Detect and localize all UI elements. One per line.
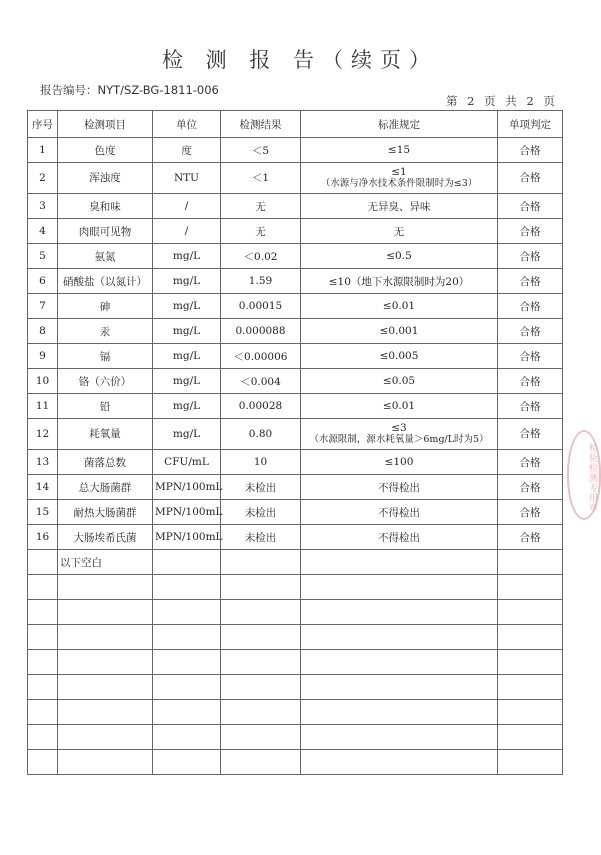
- cell-unit: /: [153, 219, 221, 244]
- empty-row: [28, 650, 563, 675]
- cell-item: 臭和味: [58, 194, 153, 219]
- cell-no: 14: [28, 475, 58, 500]
- cell-no: 6: [28, 269, 58, 294]
- empty-row: [28, 750, 563, 775]
- cell-no: 2: [28, 163, 58, 194]
- empty-cell: [498, 600, 563, 625]
- seal-stamp: [563, 430, 597, 520]
- seal-stamp-graphic: 检验检测专用章: [567, 430, 601, 520]
- cell-unit: mg/L: [153, 394, 221, 419]
- table-row: [28, 294, 563, 319]
- empty-cell: [28, 725, 58, 750]
- cell-item: 铅: [58, 394, 153, 419]
- table-row: [28, 475, 563, 500]
- cell-item: 耗氧量: [58, 419, 153, 450]
- cell-standard: 不得检出: [301, 475, 498, 500]
- empty-cell: [221, 575, 301, 600]
- table-row: [28, 163, 563, 194]
- empty-cell: [28, 575, 58, 600]
- cell-no: 4: [28, 219, 58, 244]
- empty-cell: [301, 625, 498, 650]
- cell-standard: ≤15: [301, 138, 498, 163]
- empty-cell: [28, 550, 58, 575]
- cell-result: 10: [221, 450, 301, 475]
- standard-line-2: （水源与净水技术条件限制时为≤3）: [320, 178, 478, 189]
- empty-cell: [221, 600, 301, 625]
- table-row: [28, 138, 563, 163]
- cell-standard: ≤0.005: [301, 344, 498, 369]
- cell-verdict: 合格: [498, 219, 563, 244]
- cell-unit: 度: [153, 138, 221, 163]
- empty-cell: [153, 700, 221, 725]
- cell-unit: mg/L: [153, 319, 221, 344]
- cell-no: 3: [28, 194, 58, 219]
- page-info: 第 2 页 共 2 页: [446, 94, 555, 108]
- cell-item: 氨氮: [58, 244, 153, 269]
- cell-result: 0.00028: [221, 394, 301, 419]
- cell-no: 13: [28, 450, 58, 475]
- cell-item: 硝酸盐（以氮计）: [58, 269, 153, 294]
- cell-result: ＜0.00006: [221, 344, 301, 369]
- standard-line-1: ≤1: [391, 166, 407, 178]
- cell-no: 7: [28, 294, 58, 319]
- cell-item: 镉: [58, 344, 153, 369]
- cell-item: 肉眼可见物: [58, 219, 153, 244]
- empty-cell: [153, 575, 221, 600]
- cell-result: ＜5: [221, 138, 301, 163]
- empty-row: [28, 675, 563, 700]
- empty-cell: [498, 675, 563, 700]
- table-row: [28, 369, 563, 394]
- cell-item: 大肠埃希氏菌: [58, 525, 153, 550]
- empty-cell: [498, 725, 563, 750]
- cell-result: 未检出: [221, 525, 301, 550]
- col-header-item: 检测项目: [58, 111, 153, 138]
- table-header-row: [28, 111, 563, 138]
- empty-cell: [301, 550, 498, 575]
- cell-no: 11: [28, 394, 58, 419]
- empty-cell: [221, 750, 301, 775]
- cell-verdict: 合格: [498, 194, 563, 219]
- cell-item: 耐热大肠菌群: [58, 500, 153, 525]
- cell-standard: ≤0.01: [301, 394, 498, 419]
- cell-result: 0.80: [221, 419, 301, 450]
- empty-cell: [28, 625, 58, 650]
- table-row: [28, 194, 563, 219]
- col-header-unit: 单位: [153, 111, 221, 138]
- cell-standard: [301, 419, 498, 450]
- cell-verdict: 合格: [498, 163, 563, 194]
- cell-standard: ≤0.5: [301, 244, 498, 269]
- cell-no: 8: [28, 319, 58, 344]
- cell-standard: ≤0.01: [301, 294, 498, 319]
- cell-unit: /: [153, 194, 221, 219]
- col-header-result: 检测结果: [221, 111, 301, 138]
- table-row: [28, 244, 563, 269]
- cell-no: 5: [28, 244, 58, 269]
- cell-verdict: 合格: [498, 525, 563, 550]
- empty-cell: [58, 600, 153, 625]
- col-header-no: 序号: [28, 111, 58, 138]
- cell-result: 无: [221, 194, 301, 219]
- empty-cell: [498, 575, 563, 600]
- report-title: 检 测 报 告（续页）: [161, 48, 439, 72]
- cell-item: 汞: [58, 319, 153, 344]
- empty-cell: [221, 725, 301, 750]
- cell-result: 无: [221, 219, 301, 244]
- empty-cell: [153, 600, 221, 625]
- cell-unit: NTU: [153, 163, 221, 194]
- empty-cell: [301, 575, 498, 600]
- col-header-standard: 标准规定: [301, 111, 498, 138]
- empty-cell: [28, 750, 58, 775]
- cell-standard: ≤10（地下水源限制时为20）: [301, 269, 498, 294]
- cell-verdict: 合格: [498, 319, 563, 344]
- empty-cell: [58, 625, 153, 650]
- empty-cell: [28, 600, 58, 625]
- cell-item: 总大肠菌群: [58, 475, 153, 500]
- table-body: [28, 138, 563, 775]
- cell-unit: mg/L: [153, 294, 221, 319]
- cell-standard: 无: [301, 219, 498, 244]
- table-row: [28, 319, 563, 344]
- cell-standard: ≤0.05: [301, 369, 498, 394]
- standard-line-2: （水源限制，源水耗氧量＞6mg/L时为5）: [309, 434, 489, 445]
- end-note: 以下空白: [58, 550, 153, 575]
- empty-cell: [153, 625, 221, 650]
- cell-unit: CFU/mL: [153, 450, 221, 475]
- cell-result: 未检出: [221, 500, 301, 525]
- table-row: [28, 500, 563, 525]
- cell-no: 10: [28, 369, 58, 394]
- empty-cell: [221, 675, 301, 700]
- empty-cell: [498, 550, 563, 575]
- empty-cell: [28, 700, 58, 725]
- cell-result: 1.59: [221, 269, 301, 294]
- cell-no: 9: [28, 344, 58, 369]
- cell-verdict: 合格: [498, 269, 563, 294]
- empty-cell: [28, 650, 58, 675]
- cell-no: 12: [28, 419, 58, 450]
- empty-row: [28, 700, 563, 725]
- cell-unit: MPN/100mL: [153, 475, 221, 500]
- empty-cell: [498, 700, 563, 725]
- cell-verdict: 合格: [498, 475, 563, 500]
- table-row: [28, 550, 563, 575]
- table-row: [28, 269, 563, 294]
- empty-row: [28, 625, 563, 650]
- cell-no: 1: [28, 138, 58, 163]
- empty-cell: [221, 625, 301, 650]
- empty-row: [28, 600, 563, 625]
- cell-verdict: 合格: [498, 450, 563, 475]
- cell-item: 铬（六价）: [58, 369, 153, 394]
- cell-verdict: 合格: [498, 344, 563, 369]
- table-row: [28, 525, 563, 550]
- empty-cell: [301, 675, 498, 700]
- table-row: [28, 450, 563, 475]
- cell-standard: 不得检出: [301, 500, 498, 525]
- empty-cell: [153, 725, 221, 750]
- empty-cell: [153, 550, 221, 575]
- cell-standard: 不得检出: [301, 525, 498, 550]
- empty-cell: [301, 700, 498, 725]
- cell-standard: ≤0.001: [301, 319, 498, 344]
- empty-cell: [58, 700, 153, 725]
- table-row: [28, 394, 563, 419]
- cell-verdict: 合格: [498, 294, 563, 319]
- cell-unit: MPN/100mL: [153, 500, 221, 525]
- cell-standard: [301, 163, 498, 194]
- cell-verdict: 合格: [498, 419, 563, 450]
- cell-result: ＜0.004: [221, 369, 301, 394]
- empty-cell: [58, 650, 153, 675]
- cell-no: 16: [28, 525, 58, 550]
- cell-item: 菌落总数: [58, 450, 153, 475]
- cell-result: 0.00015: [221, 294, 301, 319]
- empty-cell: [153, 750, 221, 775]
- empty-cell: [153, 650, 221, 675]
- empty-cell: [28, 675, 58, 700]
- cell-item: 浑浊度: [58, 163, 153, 194]
- cell-result: ＜1: [221, 163, 301, 194]
- cell-verdict: 合格: [498, 244, 563, 269]
- cell-unit: MPN/100mL: [153, 525, 221, 550]
- empty-cell: [498, 650, 563, 675]
- cell-result: 0.000088: [221, 319, 301, 344]
- report-number: 报告编号：NYT/SZ-BG-1811-006: [40, 83, 219, 97]
- empty-cell: [301, 650, 498, 675]
- results-table: [27, 110, 563, 775]
- cell-item: 色度: [58, 138, 153, 163]
- cell-no: 15: [28, 500, 58, 525]
- empty-cell: [58, 575, 153, 600]
- cell-verdict: 合格: [498, 138, 563, 163]
- cell-unit: mg/L: [153, 244, 221, 269]
- empty-cell: [221, 700, 301, 725]
- empty-cell: [153, 675, 221, 700]
- table-row: [28, 344, 563, 369]
- cell-result: ＜0.02: [221, 244, 301, 269]
- table-row: [28, 219, 563, 244]
- cell-item: 砷: [58, 294, 153, 319]
- empty-cell: [221, 650, 301, 675]
- cell-unit: mg/L: [153, 269, 221, 294]
- empty-cell: [58, 750, 153, 775]
- cell-verdict: 合格: [498, 369, 563, 394]
- cell-standard: 无异臭、异味: [301, 194, 498, 219]
- empty-cell: [221, 550, 301, 575]
- empty-row: [28, 725, 563, 750]
- empty-row: [28, 575, 563, 600]
- table-row: [28, 419, 563, 450]
- empty-cell: [498, 625, 563, 650]
- col-header-verdict: 单项判定: [498, 111, 563, 138]
- cell-standard: ≤100: [301, 450, 498, 475]
- cell-result: 未检出: [221, 475, 301, 500]
- empty-cell: [58, 675, 153, 700]
- standard-line-1: ≤3: [391, 422, 407, 434]
- empty-cell: [301, 725, 498, 750]
- empty-cell: [498, 750, 563, 775]
- empty-cell: [58, 725, 153, 750]
- cell-verdict: 合格: [498, 500, 563, 525]
- cell-unit: mg/L: [153, 369, 221, 394]
- empty-cell: [301, 750, 498, 775]
- cell-unit: mg/L: [153, 419, 221, 450]
- cell-verdict: 合格: [498, 394, 563, 419]
- empty-cell: [301, 600, 498, 625]
- cell-unit: mg/L: [153, 344, 221, 369]
